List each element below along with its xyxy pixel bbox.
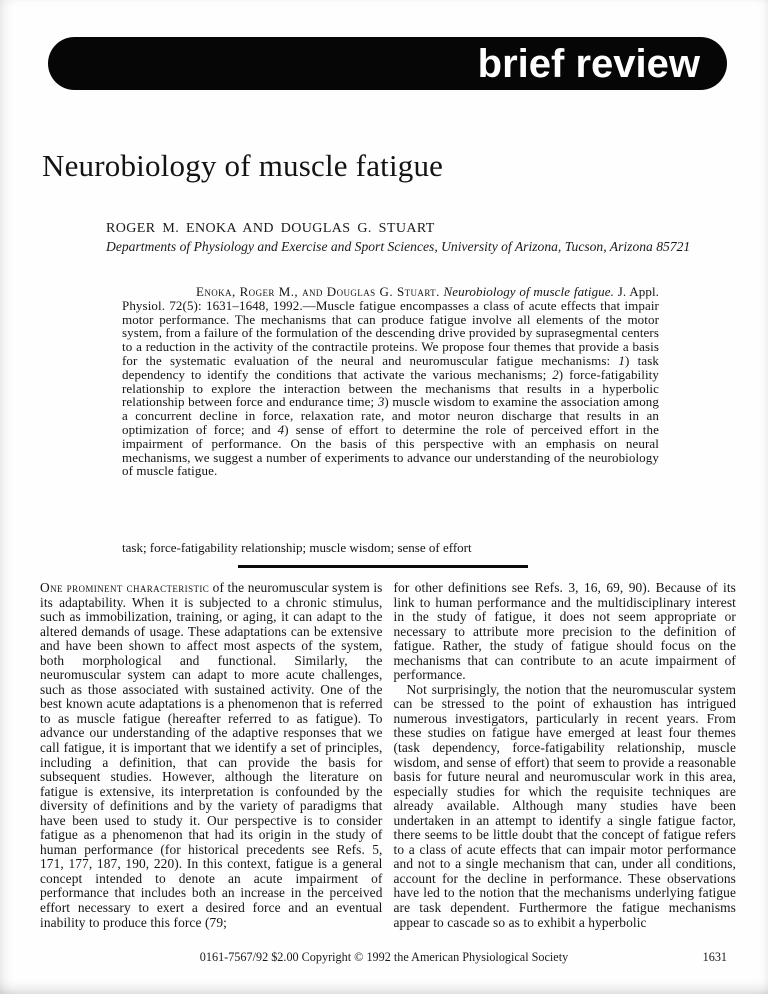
brief-review-banner xyxy=(48,37,727,90)
body-paragraph-intro-continued: for other definitions see Refs. 3, 16, 69, 90). Because of its link to human performance and the multidisciplinary interest in the study of fatigue, it does not seem appropriate or necessary to attribute more precision to the definition of fatigue. Rather, the study of fatigue should focus on the mechanisms that can contribute to an acute impairment of performance. xyxy=(393,580,736,683)
copyright-line: 0161-7567/92 $2.00 Copyright © 1992 the American Physiological Society xyxy=(199,950,569,964)
left-column xyxy=(40,581,383,930)
page-title: Neurobiology of muscle fatigue xyxy=(42,148,444,183)
section-divider-rule xyxy=(238,565,528,568)
abstract-paragraph: Enoka, Roger M., and Douglas G. Stuart. Neurobiology of muscle fatigue. J. Appl. Physiol. 72(5): 1631–1648, 1992.—Muscle fatigue encompasses a class of acute effects that impair motor performance. The mechanisms that can produce fatigue involve all elements of the motor system, from a failure of the formulation of the descending drive provided by suprasegmental centers to a reduction in the activity of the contractile proteins. We propose four themes that provide a basis for the systematic evaluation of the neural and neuromuscular fatigue mechanisms: 1) task dependency to identify the conditions that activate the various mechanisms; 2) force-fatigability relationship to explore the interaction between the mechanisms that results in a hyperbolic relationship between force and endurance time; 3) muscle wisdom to examine the association among a concurrent decline in force, relaxation rate, and motor neuron discharge that results in an optimization of force; and 4) sense of effort to determine the role of perceived effort in the impairment of performance. On the basis of this perspective with an emphasis on neural mechanisms, we suggest a number of experiments to advance our understanding of the neurobiology of muscle fatigue. xyxy=(122,284,660,479)
page-number: 1631 xyxy=(702,950,727,964)
right-column xyxy=(394,581,737,930)
keywords-line: task; force-fatigability relationship; muscle wisdom; sense of effort xyxy=(122,540,472,555)
body-columns xyxy=(40,581,736,930)
body-paragraph-themes: Not surprisingly, the notion that the neuromuscular system can be stressed to the point of exhaustion has intrigued numerous investigators, particularly in recent years. From these studies on fatigue have emerged at least four themes (task dependency, force-fatigability relationship, muscle wisdom, and sense of effort) that seem to provide a reasonable basis for future neural and neuromuscular work in this area, especially studies for which the requisite techniques are already available. Although many studies have been undertaken in an attempt to identify a single fatigue factor, there seems to be little doubt that the concept of fatigue refers to a class of acute effects that can impair motor performance and not to a single mechanism that can, under all conditions, account for the decline in performance. These observations have led to the notion that the mechanisms underlying fatigue are task dependent. Furthermore the fatigue mechanisms appear to cascade so as to exhibit a hyperbolic xyxy=(393,681,736,930)
body-paragraph-intro: One prominent characteristic of the neuromuscular system is its adaptability. When it is subjected to a chronic stimulus, such as immobilization, training, or aging, it can adapt to the altered demands of usage. These adaptations can be extensive and have been shown to affect most aspects of the system, both morphological and functional. Similarly, the neuromuscular system can adapt to more acute challenges, such as those associated with sustained activity. One of the best known acute adaptations is a phenomenon that is referred to as muscle fatigue (hereafter referred to as fatigue). To advance our understanding of the adaptive responses that we call fatigue, it is important that we identify a set of principles, including a definition, that can provide the basis for subsequent studies. However, although the literature on fatigue is extensive, its interpretation is confounded by the diversity of definitions and by the variety of paradigms that have been used to study it. Our perspective is to consider fatigue as a phenomenon that had its origin in the study of human performance (for historical precedents see Refs. 5, 171, 177, 187, 190, 220). In this context, fatigue is a general concept intended to denote an acute impairment of performance that includes both an increase in the perceived effort necessary to exert a desired force and an eventual inability to produce this force (79; xyxy=(40,580,383,930)
page-footer xyxy=(0,950,768,966)
banner-label: brief review xyxy=(477,41,700,86)
article-authors: ROGER M. ENOKA AND DOUGLAS G. STUART xyxy=(106,221,435,236)
article-affiliation: Departments of Physiology and Exercise and Sport Sciences, University of Arizona, Tucson, Arizona 85721 xyxy=(106,239,691,254)
